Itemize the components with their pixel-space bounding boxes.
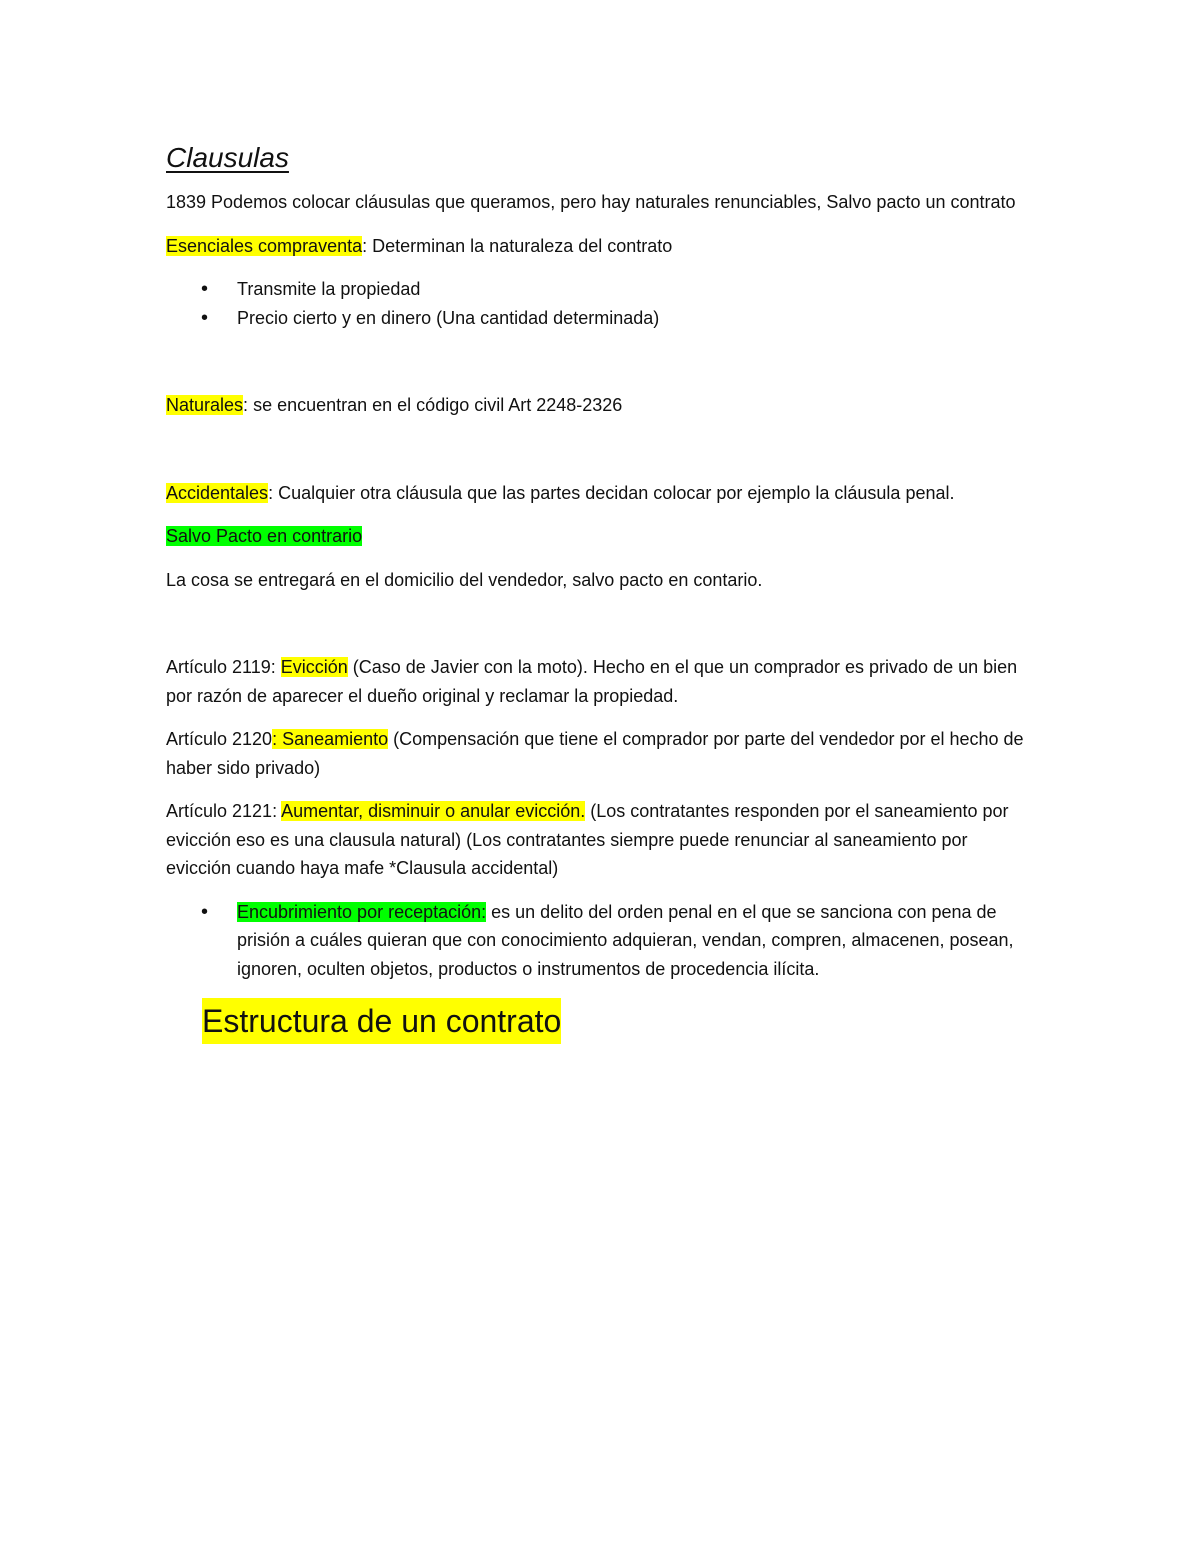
list-item — [237, 898, 1036, 984]
accidentales-paragraph — [166, 479, 1036, 508]
esenciales-sep: : — [362, 235, 368, 256]
encubrimiento-label: Encubrimiento por receptación: — [237, 901, 487, 922]
art2121-label: Aumentar, disminuir o anular evicción. — [281, 801, 586, 821]
salvo-pacto-heading — [166, 522, 1036, 551]
art2119-prefix: Artículo 2119: — [166, 657, 281, 677]
accidentales-sep: : — [268, 482, 274, 503]
list-item: • Precio cierto y en dinero (Una cantidad determinada) — [237, 304, 1036, 333]
naturales-sep: : — [243, 395, 249, 415]
blank-line — [166, 609, 1036, 653]
blank-line — [166, 347, 1036, 391]
salvo-pacto-example: La cosa se entregará en el domicilio del vendedor, salvo pacto en contario. — [166, 569, 763, 590]
art2121-paragraph — [166, 797, 1036, 883]
esenciales-list — [166, 275, 1036, 332]
art2120-label: : Saneamiento — [272, 729, 389, 749]
list-item: • Transmite la propiedad — [237, 275, 1036, 304]
art2119-paragraph — [166, 653, 1036, 710]
intro-paragraph: 1839 Podemos colocar cláusulas que queramos, pero hay naturales renunciables, Salvo pacto un contrato — [166, 192, 1016, 212]
page-title: Clausulas — [166, 142, 289, 173]
naturales-label: Naturales — [166, 395, 244, 415]
salvo-pacto-label: Salvo Pacto en contrario — [166, 526, 363, 546]
art2119-text: (Caso de Javier con la moto). Hecho en el que un comprador es privado de un bien por razón de aparecer el dueño original y reclamar la propiedad. — [166, 657, 1018, 706]
naturales-text: se encuentran en el código civil Art 2248-2326 — [248, 395, 623, 415]
esenciales-paragraph — [166, 232, 1036, 261]
esenciales-label: Esenciales compraventa — [166, 235, 363, 256]
encubrimiento-list — [166, 898, 1036, 984]
encubrimiento-text: es un delito del orden penal en el que se sanciona con pena de prisión a cuáles quieran que con conocimiento adquieran, vendan, compren, almacenen, posean, ignoren, oculten objetos, productos o instrumentos de procedencia ilícita. — [237, 901, 1014, 979]
art2119-label: Evicción — [280, 657, 348, 677]
document-body — [166, 138, 1036, 1044]
art2120-paragraph — [166, 725, 1036, 782]
esenciales-text: Determinan la naturaleza del contrato — [367, 235, 673, 256]
accidentales-text: Cualquier otra cláusula que las partes decidan colocar por ejemplo la cláusula penal. — [273, 482, 955, 503]
art2121-prefix: Artículo 2121: — [166, 801, 282, 821]
art2120-prefix: Artículo 2120 — [166, 729, 273, 749]
section-heading-estructura: Estructura de un contrato — [202, 998, 561, 1044]
naturales-paragraph — [166, 391, 1036, 420]
accidentales-label: Accidentales — [166, 482, 269, 503]
art2120-text: (Compensación que tiene el comprador por parte del vendedor por el hecho de haber sido privado) — [166, 729, 1024, 778]
art2121-text: (Los contratantes responden por el saneamiento por evicción eso es una clausula natural) (Los contratantes siempre puede renunciar al saneamiento por evicción cuando haya mafe *Clausula accidental) — [166, 801, 1009, 878]
blank-line — [166, 435, 1036, 479]
